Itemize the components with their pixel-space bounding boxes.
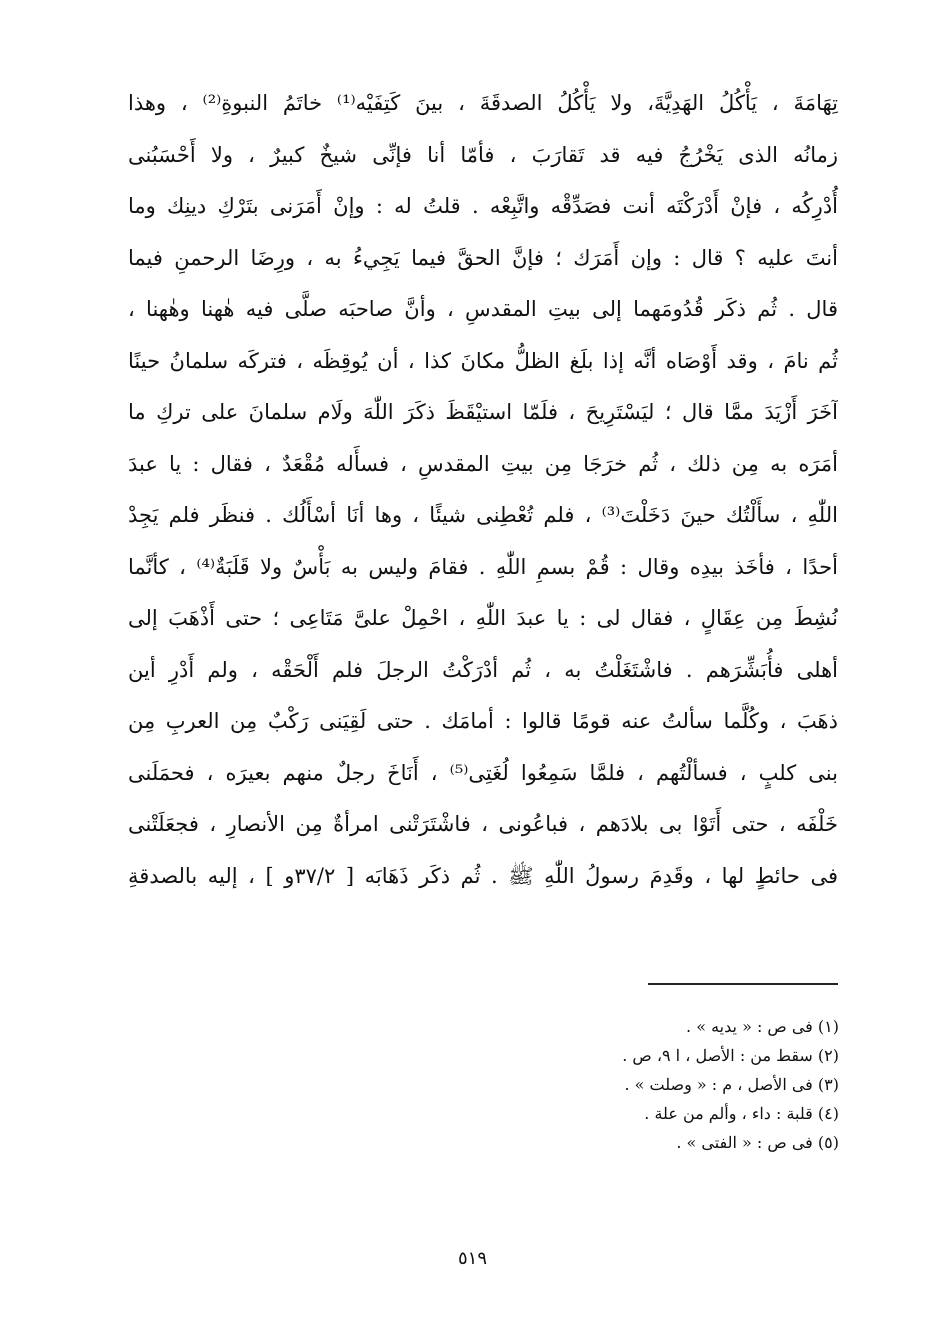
body-line-3: أُدْرِكُه ، فإنْ أَدْرَكْتَه أنت فصَدِّقْه واتَّبِعْه . قلتُ له : وإنْ أَمَرَنى بتَرْكِ دينِك وما [128,194,838,218]
footnotes [359,1012,839,1157]
body-line-13: ذهَبَ ، وكُلَّما سألتُ عنه قومًا قالوا : أمامَك . حتى لَقِيَنى رَكْبٌ مِن العربِ مِن [128,709,838,733]
body-line-12: أهلى فأُبَشِّرَهم . فاشْتَغَلْتُ به ، ثُم أدْرَكْتُ الرجلَ فلم أَلْحَقْه ، ولم أَدْرِ أين [128,657,838,682]
body-line-11: نُشِطَ مِن عِقَالٍ ، فقال لى : يا عبدَ اللّٰهِ ، احْمِلْ علىَّ مَتَاعِى ؛ حتى أَذْهَبَ إلى [128,606,838,630]
footnote-2: (٢) سقط من : الأصل ، ا ٩، ص . [622,1046,839,1065]
page-number: ٥١٩ [457,1248,487,1269]
body-line-7: آخَرَ أَزْيَدَ ممَّا قال ؛ ليَسْتَرِيحَ ، فلَمّا استيْقَظَ ذكَرَ اللّٰهَ ولَام سلمانَ على تركِ ما [128,400,838,424]
body-line-6: ثُم نامَ ، وقد أَوْصَاه أنَّه إذا بلَغ الظلُّ مكانَ كذا ، أن يُوقِظَه ، فتركَه سلمانُ حينًا [128,348,838,373]
footnote-4: (٤) قلبة : داء ، وألم من علة . [644,1104,839,1123]
body-text [128,78,838,902]
footnote-1: (١) فى ص : « يديه » . [686,1017,839,1036]
body-line-5: قال . ثُم ذكَر قُدُومَهما إلى بيتِ المقدسِ ، وأنَّ صاحبَه صلَّى فيه هٰهنا وهٰهنا ، [128,297,838,321]
body-line-8: أمَرَه به مِن ذلك ، ثُم خرَجَا مِن بيتِ المقدسِ ، فسأَله مُقْعَدٌ ، فقال : يا عبدَ [128,451,838,476]
body-line-1: تِهَامَةَ ، يَأْكُلُ الهَدِيَّةَ، ولا يَأْكُلُ الصدقَةَ ، بينَ كَتِفَيْه⁽¹⁾ خاتَمُ النبوةِ⁽²⁾ ، وهذا [128,91,838,115]
footnote-3: (٣) فى الأصل ، م : « وصلت » . [624,1075,839,1094]
body-line-9: اللّٰهِ ، سأَلْتُك حينَ دَخَلْتَ⁽³⁾ ، فلم تُعْطِنى شيئًا ، وها أنَا أسْأَلُك . فنظَر فلم يَجِدْ [128,503,838,527]
footnote-separator [648,983,838,985]
body-line-10: أحدًا ، فأخَذ بيدِه وقال : قُمْ بسمِ اللّٰهِ . فقامَ وليس به بَأْسٌ ولا قَلَبَةٌ⁽⁴⁾ ، كأنَّما [128,554,838,579]
footnote-5: (٥) فى ص : « الفتى » . [676,1133,839,1152]
body-line-15: خَلْفَه ، حتى أَتَوْا بى بلادَهم ، فباعُونى ، فاشْتَرَتْنى امرأةٌ مِن الأنصارِ ، فجعَلَتْنى [128,812,838,836]
body-line-14: بنى كلبٍ ، فسألْتُهم ، فلمَّا سَمِعُوا لُغَتِى⁽⁵⁾ ، أَنَاخَ رجلٌ منهم بعيرَه ، فحمَلَنى [128,760,838,785]
body-line-4: أنتَ عليه ؟ قال : وإن أَمَرَك ؛ فإنَّ الحقَّ فيما يَجِيءُ به ، ورِضَا الرحمنِ فيما [128,245,838,270]
body-line-2: زمانُه الذى يَخْرُجُ فيه قد تَقارَبَ ، فأمّا أنا فإنِّى شيخٌ كبيرٌ ، ولا أَحْسَبُنى [128,142,838,167]
body-line-16: فى حائطٍ لها ، وقَدِمَ رسولُ اللّٰهِ ﷺ . ثُم ذكَر ذَهَابَه [ ٣٧/٢و ] ، إليه بالصدقةِ [128,863,838,888]
